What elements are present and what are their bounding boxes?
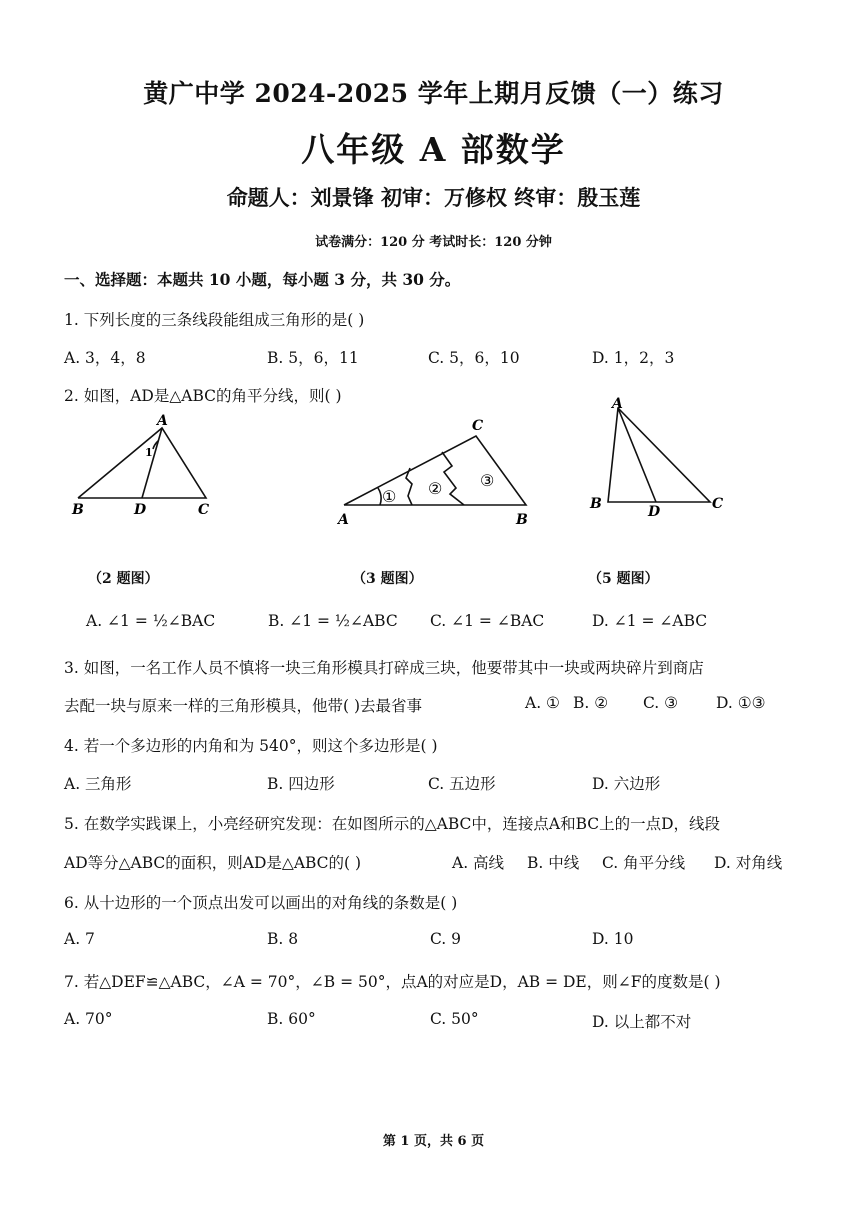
q2-stem: 2. 如图，AD是△ABC的角平分线，则( ) (64, 387, 342, 405)
q1-option-d: D. 1，2，3 (592, 349, 675, 367)
q1-option-a: A. 3，4，8 (64, 349, 146, 367)
q3-line2: 去配一块与原来一样的三角形模具，他带( )去最省事 (64, 697, 423, 715)
fig2-label-c: C (198, 502, 210, 518)
q5-option-c: C. 角平分线 (602, 854, 686, 872)
fig2-caption: （2 题图） (88, 571, 159, 587)
fig3-piece-2: ② (428, 479, 443, 498)
q4-option-c: C. 五边形 (428, 775, 496, 793)
fig2-label-d: D (134, 502, 147, 518)
fig3-label-c: C (472, 418, 484, 434)
q4-stem: 4. 若一个多边形的内角和为 540°，则这个多边形是( ) (64, 737, 438, 755)
fig2-label-a: A (157, 413, 168, 429)
figure-q3 (330, 412, 536, 532)
exam-authors: 命题人：刘景锋 初审：万修权 终审：殷玉莲 (226, 185, 641, 210)
q7-option-c: C. 50° (430, 1010, 479, 1028)
fig3-piece-3: ③ (480, 471, 495, 490)
fig5-label-b: B (590, 496, 602, 512)
q3-option-c: C. ③ (643, 694, 679, 712)
q6-stem: 6. 从十边形的一个顶点出发可以画出的对角线的条数是( ) (64, 894, 458, 912)
fig5-label-c: C (712, 496, 724, 512)
section-heading: 一、选择题：本题共 10 小题，每小题 3 分，共 30 分。 (64, 270, 461, 289)
fig2-label-angle1: 1 (145, 446, 153, 459)
q2-option-c: C. ∠1 = ∠BAC (430, 612, 545, 630)
q5-line1: 5. 在数学实践课上，小亮经研究发现：在如图所示的△ABC中，连接点A和BC上的一点D，线段 (64, 815, 721, 833)
q7-stem: 7. 若△DEF≌△ABC，∠A = 70°，∠B = 50°，点A的对应是D，AB = DE，则∠F的度数是( ) (64, 973, 721, 991)
exam-info: 试卷满分：120 分 考试时长：120 分钟 (315, 235, 552, 250)
figure-q2 (66, 410, 226, 522)
exam-subject: 八年级 A 部数学 (301, 130, 566, 169)
q4-option-d: D. 六边形 (592, 775, 661, 793)
q7-option-a: A. 70° (64, 1010, 113, 1028)
q2-option-a: A. ∠1 = ½∠BAC (86, 612, 216, 630)
q1-option-c: C. 5，6，10 (428, 349, 520, 367)
q7-option-b: B. 60° (267, 1010, 316, 1028)
q2-option-d: D. ∠1 = ∠ABC (592, 612, 708, 630)
fig5-label-a: A (612, 396, 623, 412)
q4-option-b: B. 四边形 (267, 775, 335, 793)
q3-option-a: A. ① (525, 694, 560, 712)
q5-option-d: D. 对角线 (714, 854, 783, 872)
q1-option-b: B. 5，6，11 (267, 349, 359, 367)
q5-option-a: A. 高线 (452, 854, 505, 872)
q2-option-b: B. ∠1 = ½∠ABC (268, 612, 398, 630)
page-footer: 第 1 页，共 6 页 (382, 1134, 485, 1149)
q4-option-a: A. 三角形 (64, 775, 132, 793)
figure-q5 (582, 396, 728, 522)
fig3-label-a: A (338, 512, 349, 528)
fig5-caption: （5 题图） (588, 571, 659, 587)
q5-line2: AD等分△ABC的面积，则AD是△ABC的( ) (64, 854, 362, 872)
fig3-caption: （3 题图） (352, 571, 423, 587)
q6-option-a: A. 7 (64, 930, 95, 948)
fig3-piece-1: ① (382, 487, 397, 506)
q7-option-d: D. 以上都不对 (592, 1013, 692, 1031)
q3-line1: 3. 如图，一名工作人员不慎将一块三角形模具打碎成三块，他要带其中一块或两块碎片到商店 (64, 659, 704, 677)
q3-option-b: B. ② (573, 694, 609, 712)
q5-option-b: B. 中线 (527, 854, 580, 872)
fig5-label-d: D (648, 504, 661, 520)
q3-option-d: D. ①③ (716, 694, 766, 712)
q6-option-c: C. 9 (430, 930, 462, 948)
fig3-label-b: B (516, 512, 528, 528)
q6-option-b: B. 8 (267, 930, 299, 948)
fig2-label-b: B (72, 502, 84, 518)
exam-title: 黄广中学 2024-2025 学年上期月反馈（一）练习 (143, 79, 724, 108)
q1-stem: 1. 下列长度的三条线段能组成三角形的是( ) (64, 311, 365, 329)
q6-option-d: D. 10 (592, 930, 634, 948)
